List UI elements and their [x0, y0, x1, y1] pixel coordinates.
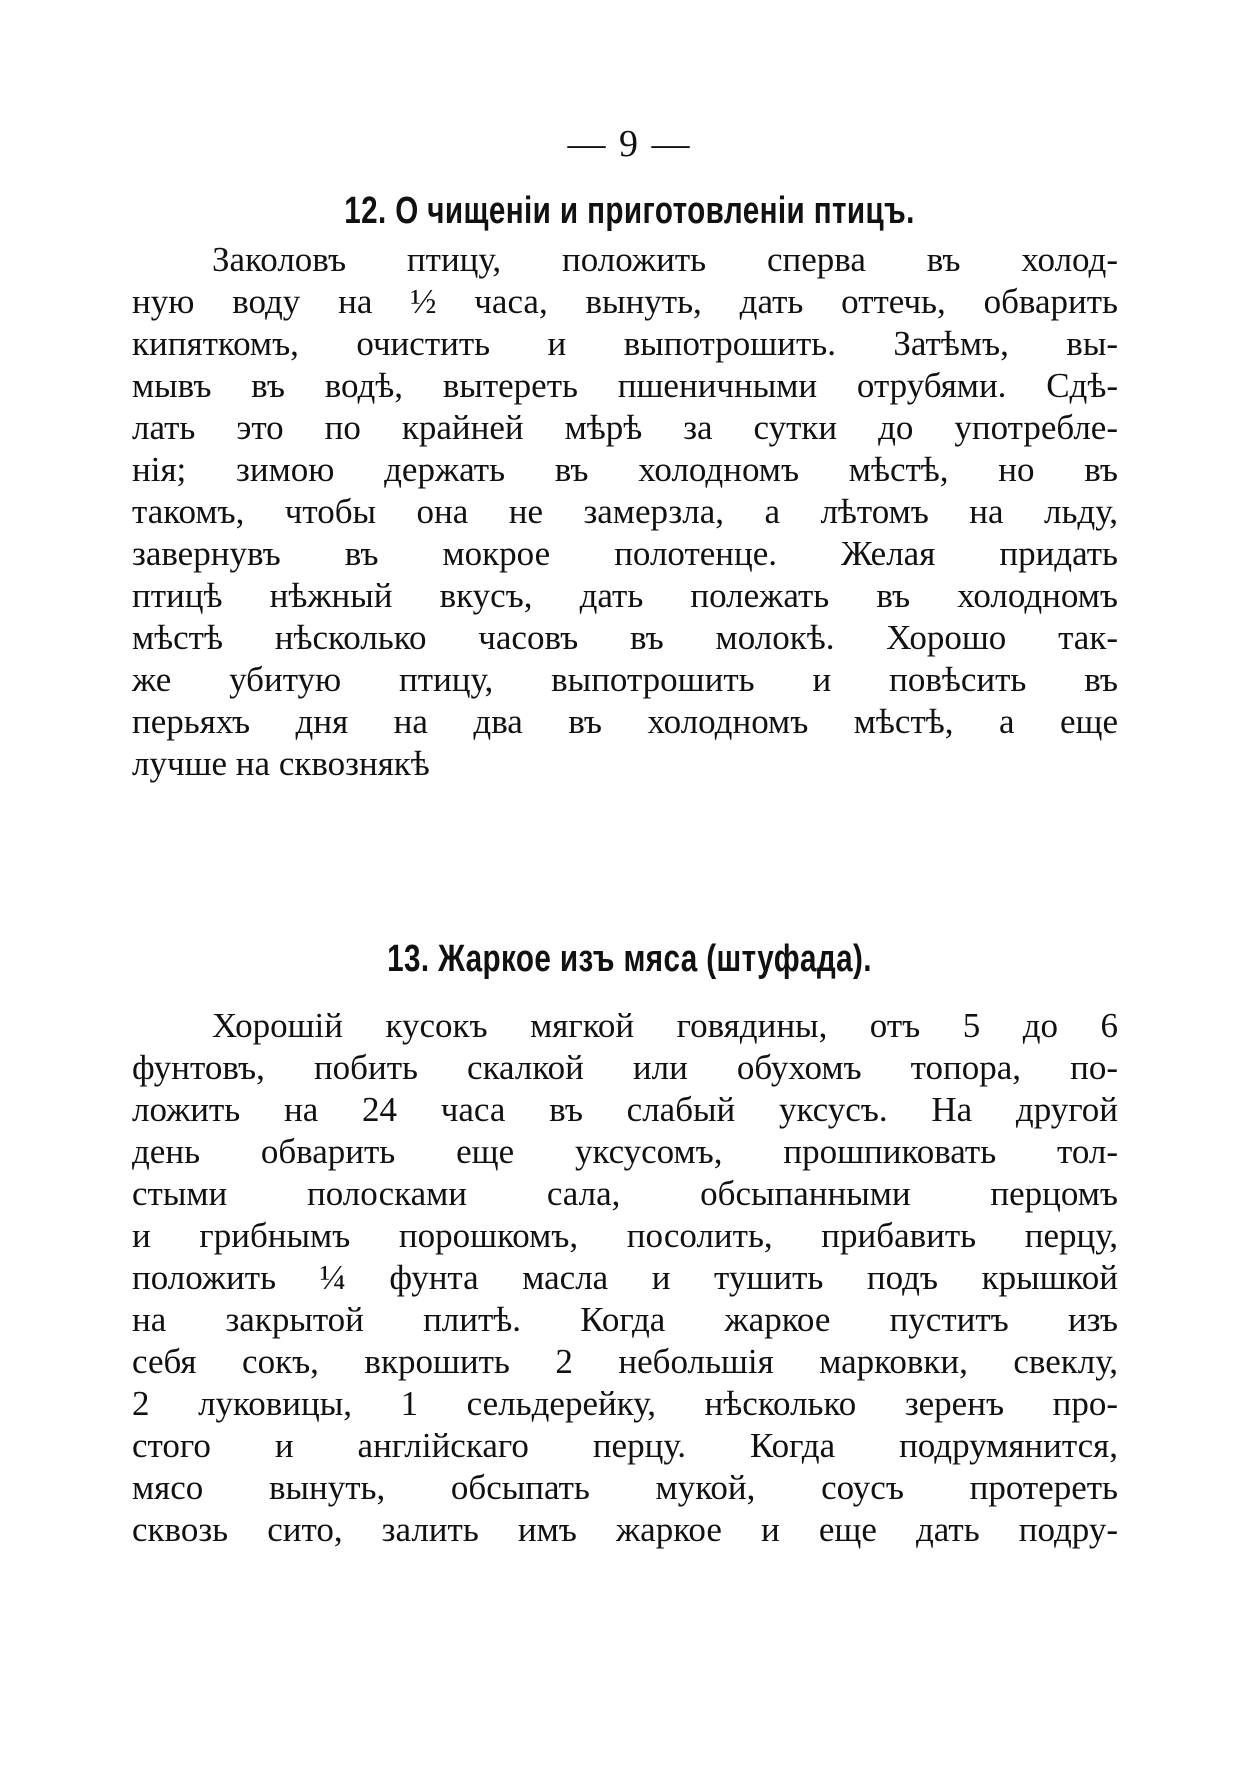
section-heading-12: 12. О чищеніи и приготовленіи птицъ.: [344, 190, 915, 232]
text-line: такомъ, чтобы она не замерзла, а лѣтомъ на льду,: [132, 492, 1118, 531]
text-line: кипяткомъ, очистить и выпотрошить. Затѣмъ, вы-: [132, 324, 1118, 363]
text-line: Хорошій кусокъ мягкой говядины, отъ 5 до 6: [212, 1006, 1118, 1045]
text-line: мѣстѣ нѣсколько часовъ въ молокѣ. Хорошо так-: [132, 618, 1118, 657]
text-line: мясо вынуть, обсыпать мукой, соусъ протереть: [132, 1468, 1118, 1507]
text-line: мывъ въ водѣ, вытереть пшеничными отрубями. Сдѣ-: [132, 366, 1118, 405]
text-line: 2 луковицы, 1 сельдерейку, нѣсколько зеренъ про-: [132, 1384, 1118, 1423]
text-line: же убитую птицу, выпотрошить и повѣсить въ: [132, 660, 1118, 699]
text-line: стыми полосками сала, обсыпанными перцомъ: [132, 1174, 1118, 1213]
text-line: перьяхъ дня на два въ холодномъ мѣстѣ, а еще: [132, 702, 1118, 741]
text-line: нія; зимою держать въ холодномъ мѣстѣ, но въ: [132, 450, 1118, 489]
text-line: завернувъ въ мокрое полотенце. Желая придать: [132, 534, 1118, 573]
text-line: ную воду на ½ часа, вынуть, дать оттечь, обварить: [132, 282, 1118, 321]
text-line: положить ¼ фунта масла и тушить подъ крышкой: [132, 1258, 1118, 1297]
section-heading-13: 13. Жаркое изъ мяса (штуфада).: [387, 938, 872, 980]
text-line: день обварить еще уксусомъ, прошпиковать тол-: [132, 1132, 1118, 1171]
text-line: лать это по крайней мѣрѣ за сутки до употребле-: [132, 408, 1118, 447]
text-line: на закрытой плитѣ. Когда жаркое пуститъ изъ: [132, 1300, 1118, 1339]
text-line: ложить на 24 часа въ слабый уксусъ. На другой: [132, 1090, 1118, 1129]
text-line: сквозь сито, залить имъ жаркое и еще дать подру-: [132, 1510, 1118, 1549]
page-number: — 9 —: [567, 123, 692, 165]
text-line: себя сокъ, вкрошить 2 небольшія марковки, свеклу,: [132, 1342, 1118, 1381]
text-line: Заколовъ птицу, положить сперва въ холод-: [212, 240, 1118, 279]
text-line: лучше на сквознякѣ: [132, 744, 430, 783]
text-line: птицѣ нѣжный вкусъ, дать полежать въ холодномъ: [132, 576, 1118, 615]
text-line: и грибнымъ порошкомъ, посолить, прибавить перцу,: [132, 1216, 1118, 1255]
text-line: стого и англійскаго перцу. Когда подрумянится,: [132, 1426, 1118, 1465]
text-line: фунтовъ, побить скалкой или обухомъ топора, по-: [132, 1048, 1118, 1087]
